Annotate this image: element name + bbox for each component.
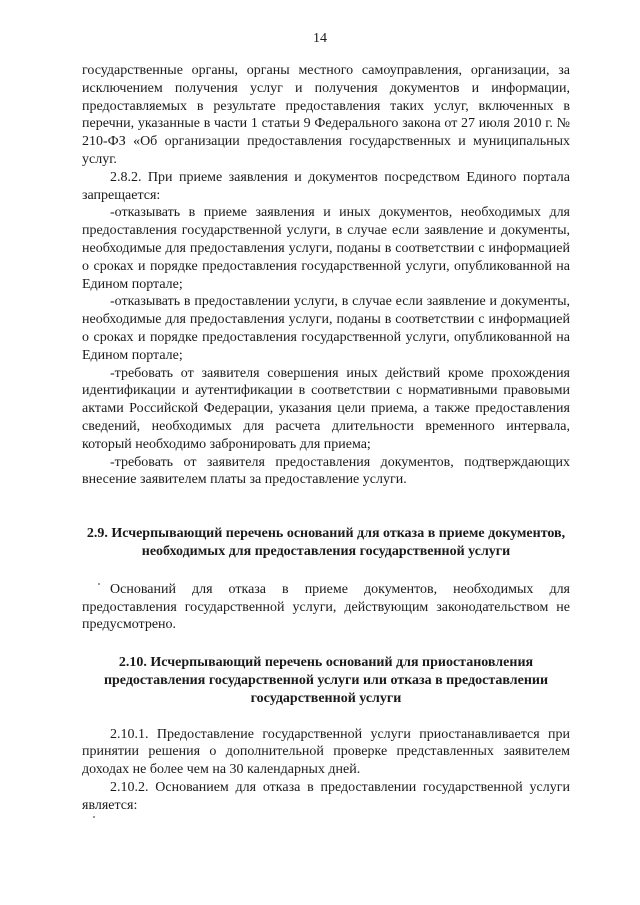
section-heading-2-9: 2.9. Исчерпывающий перечень оснований для отказа в приеме документов, необходимых для предоставления государственной услуги [86, 526, 566, 559]
list-item-require-documents: -требовать от заявителя предоставления документов, подтверждающих внесение заявителем платы за предоставление услуги. [82, 454, 570, 488]
paragraph-2-8-2: 2.8.2. При приеме заявления и документов посредством Единого портала запрещается: [82, 169, 570, 203]
section-heading-2-10: 2.10. Исчерпывающий перечень оснований для приостановления предоставления государственной услуги или отказа в предоставлении государственной услуги [103, 655, 549, 706]
paragraph-2-10-1: 2.10.1. Предоставление государственной услуги приостанавливается при принятии решения о дополнительной проверке представленных заявителем доходах не более чем на 30 календарных дней. [82, 726, 570, 778]
section-spacer [82, 561, 570, 581]
scan-speck [98, 583, 100, 585]
paragraph-intro: государственные органы, органы местного самоуправления, организации, за исключением получения услуг и получения документов и информации, предоставляемых в результате предоставления таких услуг, включенных в перечни, указанные в части 1 статьи 9 Федерального закона от 27 июля 2010 г. № 210-ФЗ «Об организации предоставления государственных и муниципальных услуг. [82, 63, 570, 167]
list-item-require-actions: -требовать от заявителя совершения иных действий кроме прохождения идентификации и аутентификации в соответствии с нормативными правовыми актами Российской Федерации, указания цели приема, а также предоставления сведений, необходимых для расчета длительности временного интервала, который необходимо забронировать для приема; [82, 365, 570, 452]
section-spacer [82, 489, 570, 525]
paragraph-2-10-2: 2.10.2. Основанием для отказа в предоставлении государственной услуги является: [82, 779, 570, 813]
paragraph-2-9: Оснований для отказа в приеме документов, необходимых для предоставления государственной услуги, действующим законодательством не предусмотрено. [82, 581, 570, 633]
section-spacer [82, 708, 570, 726]
scan-speck [93, 816, 95, 818]
list-item-refuse-acceptance: -отказывать в приеме заявления и иных документов, необходимых для предоставления государственной услуги, в случае если заявление и документы, необходимые для предоставления услуги, поданы в соответствии с информацией о сроках и порядке предоставления государственной услуги, опубликованной на Едином портале; [82, 205, 570, 292]
list-item-refuse-service: -отказывать в предоставлении услуги, в случае если заявление и документы, необходимые для предоставления услуги, поданы в соответствии с информацией о сроках и порядке предоставления государственной услуги, опубликованной на Едином портале; [82, 294, 570, 363]
page-number: 14 [313, 31, 327, 46]
document-body [82, 62, 570, 814]
section-spacer [82, 634, 570, 654]
